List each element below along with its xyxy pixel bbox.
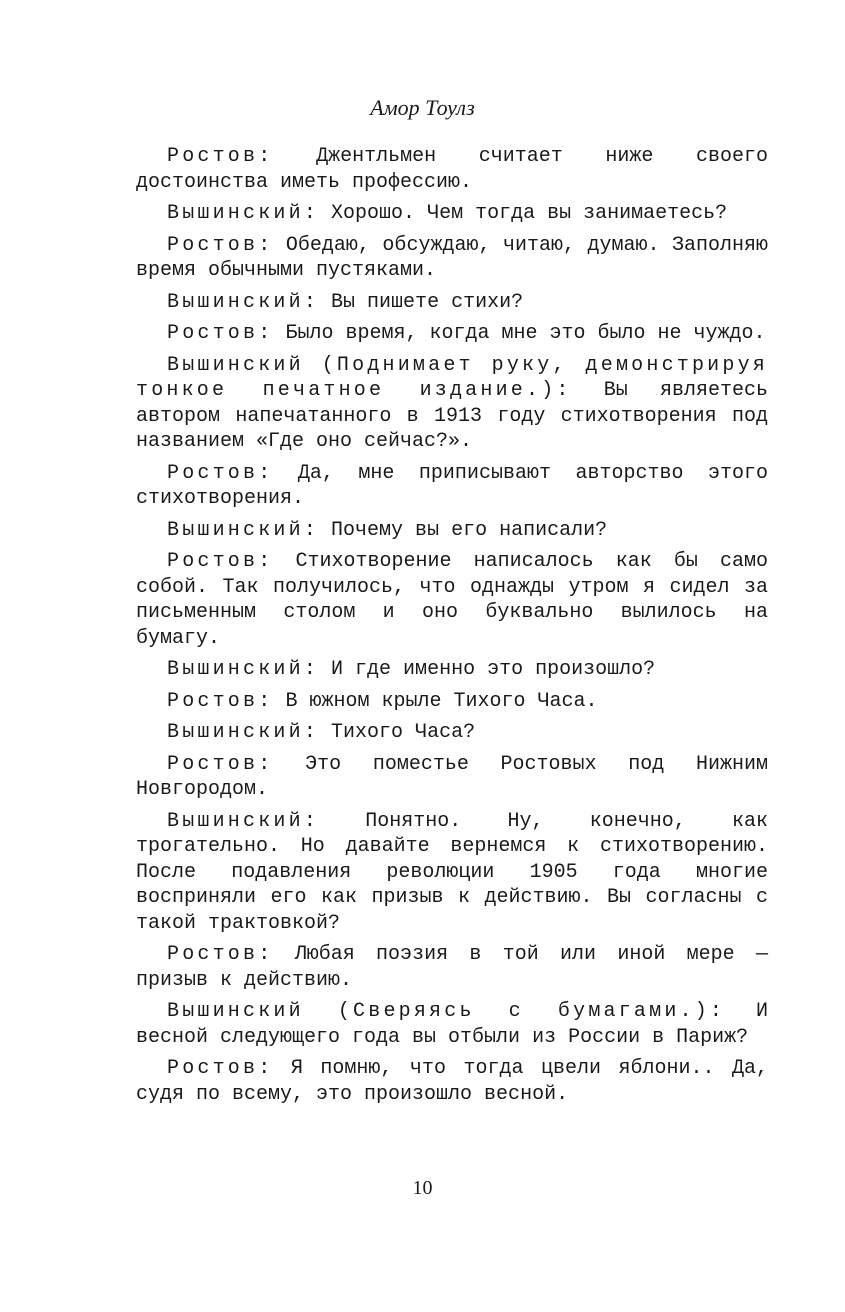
dialogue-paragraph [136,752,768,803]
dialogue-paragraph [136,1056,768,1107]
line-text: Почему вы его написали? [331,518,608,542]
dialogue-paragraph [136,321,768,347]
speaker-label: Ростов: [167,322,274,345]
speaker-label: Ростов: [167,689,274,713]
line-text: Вы пишете стихи? [331,290,524,314]
speaker-label: Ростов: [167,461,274,485]
dialogue-paragraph [136,549,768,651]
line-text: И весной следующего года вы отбыли из России в Париж? [136,1000,768,1049]
speaker-label: Вышинский (Сверяясь с бумагами.): [167,1000,726,1023]
line-text: Джентльмен считает ниже своего достоинства иметь профессию. [136,145,768,194]
dialogue-paragraph [136,809,768,937]
speaker-label: Вышинский (Поднимает руку, демонстрируя тонкое печатное издание.): [136,353,768,402]
speaker-label: Вышинский: [167,809,320,833]
dialogue-paragraph [136,720,768,746]
page-number: 10 [412,1177,433,1199]
line-text: И где именно это произошло? [331,658,656,681]
dialogue-paragraph [136,201,768,227]
dialogue-paragraph [136,942,768,993]
speaker-label: Вышинский: [167,290,320,314]
line-text: В южном крыле Тихого Часа. [285,689,598,713]
dialogue-paragraph [136,657,768,683]
line-text: Любая поэзия в той или иной мере — призыв к действию. [136,943,768,992]
speaker-label: Вышинский: [167,658,320,681]
line-text: Понятно. Ну, конечно, как трогательно. Но давайте вернемся к стихотворению. После подавления революции 1905 года многие восприняли его как призыв к действию. Вы согласны с такой трактовкой? [136,809,768,935]
dialogue-text [136,144,768,1113]
line-text: Вы являетесь автором напечатанного в 1913 году стихотворения под названием «Где оно сейчас?». [136,379,768,453]
dialogue-paragraph [136,999,768,1050]
speaker-label: Ростов: [167,550,274,573]
line-text: Да, мне приписывают авторство этого стихотворения. [136,461,768,510]
running-head: Амор Тоулз [370,95,475,120]
speaker-label: Вышинский: [167,721,320,744]
line-text: Обедаю, обсуждаю, читаю, думаю. Заполняю время обычными пустяками. [136,233,768,282]
dialogue-paragraph [136,461,768,512]
line-text: Стихотворение написалось как бы само собой. Так получилось, что однажды утром я сидел за письменным столом и оно буквально вылилось на бумагу. [136,550,768,650]
dialogue-paragraph [136,233,768,284]
line-text: Хорошо. Чем тогда вы занимаетесь? [331,202,728,225]
line-text: Было время, когда мне это было не чуждо. [285,322,766,345]
speaker-label: Ростов: [167,752,274,776]
line-text: Тихого Часа? [331,721,476,744]
speaker-label: Ростов: [167,1057,274,1080]
line-text: Это поместье Ростовых под Нижним Новгородом. [136,752,768,801]
speaker-label: Вышинский: [167,202,320,225]
dialogue-paragraph [136,144,768,195]
speaker-label: Вышинский: [167,518,320,542]
speaker-label: Ростов: [167,943,274,966]
dialogue-paragraph [136,518,768,544]
dialogue-paragraph [136,689,768,715]
dialogue-paragraph [136,290,768,316]
speaker-label: Ростов: [167,145,274,168]
line-text: Я помню, что тогда цвели яблони.. Да, судя по всему, это произошло весной. [136,1057,768,1106]
speaker-label: Ростов: [167,233,274,257]
dialogue-paragraph [136,353,768,455]
